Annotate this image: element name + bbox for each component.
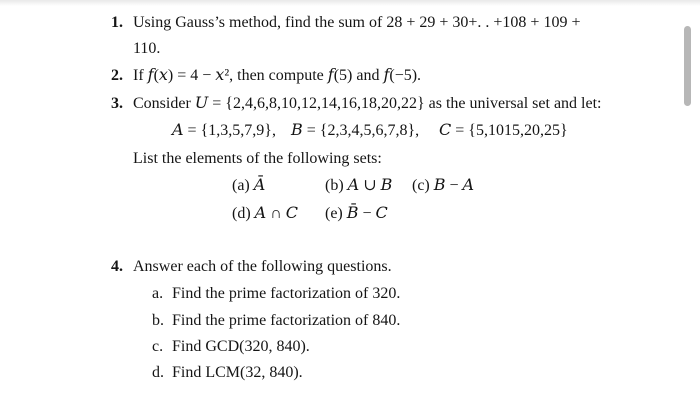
q4-intro: Answer each of the following questions.: [133, 258, 392, 275]
q1-text-line2: 110.: [133, 40, 161, 57]
q4-item-label: d.: [152, 364, 164, 381]
q1-number: 1.: [111, 14, 123, 31]
q3-number: 3.: [111, 95, 123, 112]
q2-text: If 𝑓(𝑥) = 4 − 𝑥², then compute 𝑓(5) and 𝑓(−5).: [133, 67, 422, 84]
q1-text-line1: Using Gauss’s method, find the sum of 28 + 29 + 30+. . +108 + 109 +: [133, 14, 581, 31]
q3-part-d: (d) 𝐴 ∩ 𝐶: [232, 205, 299, 222]
q3-part-e: (e) 𝐵̄ − 𝐶: [325, 205, 388, 222]
q4-item-text: Find the prime factorization of 840.: [172, 312, 401, 329]
q3-part-c: (c) 𝐵 − 𝐴: [412, 177, 475, 194]
q4-item-label: a.: [152, 285, 164, 302]
q3-set-a: 𝐴 = {1,3,5,7,9},: [172, 122, 276, 139]
q3-part-a: (a) 𝐴̄: [232, 177, 266, 194]
q4-item-text: Find the prime factorization of 320.: [172, 285, 401, 302]
q3-list-label: List the elements of the following sets:: [133, 150, 382, 167]
top-edge-shadow: [0, 0, 700, 6]
q3-set-b: 𝐵 = {2,3,4,5,6,7,8},: [291, 122, 420, 139]
q4-item-text: Find LCM(32, 840).: [172, 364, 303, 381]
q3-intro: Consider 𝑈 = {2,4,6,8,10,12,14,16,18,20,22} as the universal set and let:: [133, 95, 602, 112]
q4-item-label: b.: [152, 312, 164, 329]
q3-set-c: 𝐶 = {5,1015,20,25}: [439, 122, 568, 139]
q2-number: 2.: [111, 67, 123, 84]
q4-item-text: Find GCD(320, 840).: [172, 338, 310, 355]
q3-part-b: (b) 𝐴 ∪ 𝐵: [325, 177, 393, 194]
q4-item-label: c.: [152, 338, 164, 355]
q4-number: 4.: [111, 258, 123, 275]
vertical-scrollbar-thumb[interactable]: [684, 26, 691, 106]
